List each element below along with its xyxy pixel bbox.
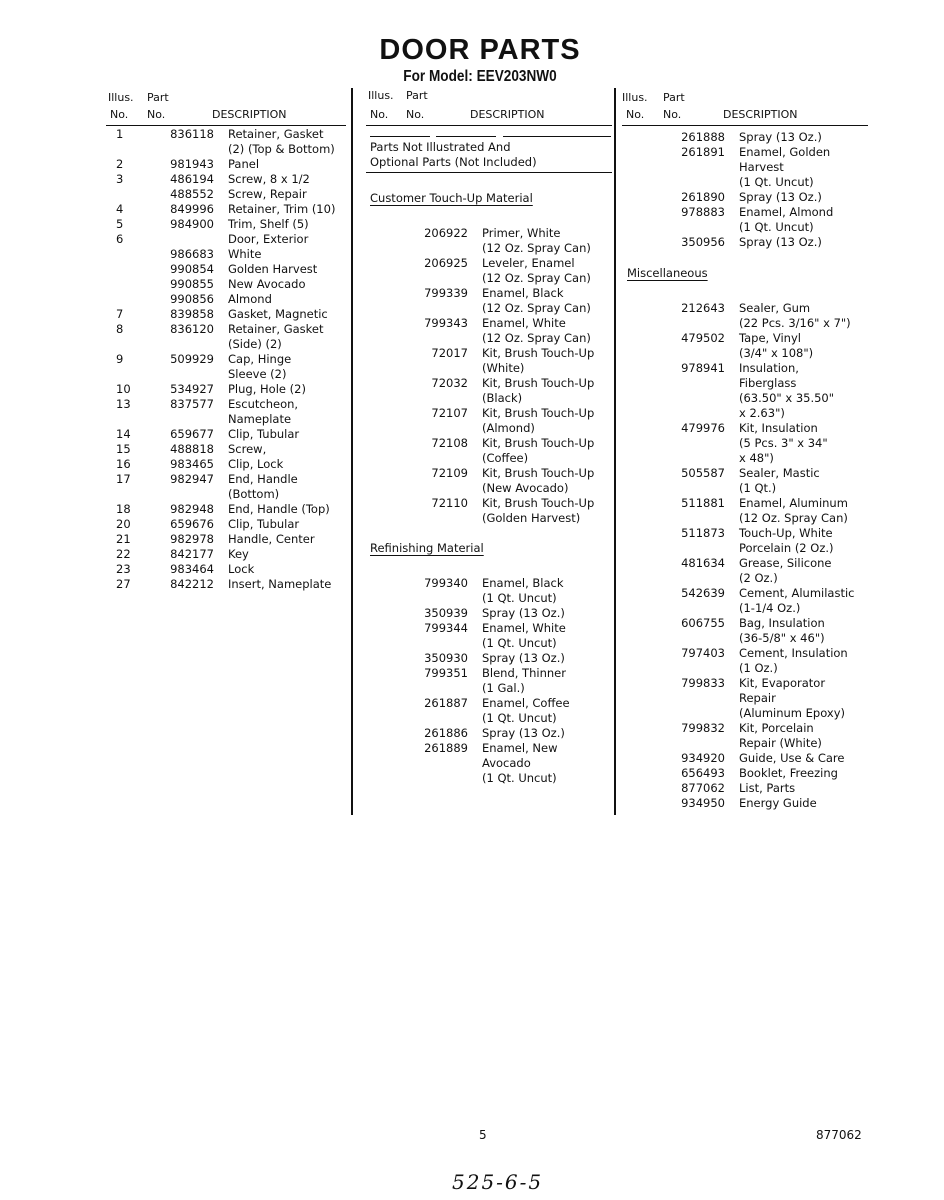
table-row xyxy=(116,232,335,247)
table-row xyxy=(400,466,594,496)
table-row xyxy=(400,606,570,621)
table-row xyxy=(657,421,855,466)
part-number: 606755 xyxy=(681,616,725,630)
part-description: Kit, Porcelain Repair (White) xyxy=(739,721,822,750)
part-number: 261886 xyxy=(424,726,468,740)
table-row xyxy=(116,427,335,442)
page-number: 5 xyxy=(479,1128,487,1142)
table-row xyxy=(400,496,594,526)
illus-number: 16 xyxy=(116,457,131,471)
part-description: End, Handle (Top) xyxy=(228,502,330,516)
table-row xyxy=(116,352,335,382)
part-description: Gasket, Magnetic xyxy=(228,307,328,321)
part-description: Enamel, Coffee (1 Qt. Uncut) xyxy=(482,696,570,725)
part-number: 511881 xyxy=(681,496,725,510)
table-row xyxy=(657,496,855,526)
part-number: 505587 xyxy=(681,466,725,480)
part-number: 656493 xyxy=(681,766,725,780)
refinishing-list-cont xyxy=(657,130,833,250)
table-row xyxy=(657,235,833,250)
part-number: 797403 xyxy=(681,646,725,660)
part-number: 261889 xyxy=(424,741,468,755)
part-number: 799339 xyxy=(424,286,468,300)
table-row xyxy=(657,130,833,145)
part-description: Kit, Brush Touch-Up (New Avocado) xyxy=(482,466,595,495)
handwritten-note: 525-6-5 xyxy=(452,1170,544,1194)
part-number: 982947 xyxy=(170,472,214,486)
header-part-no: No. xyxy=(147,108,166,121)
table-row xyxy=(657,361,855,421)
section-refinishing: Refinishing Material xyxy=(370,541,484,555)
table-row xyxy=(116,322,335,352)
header-part: Part xyxy=(663,91,685,104)
part-number: 261891 xyxy=(681,145,725,159)
part-number: 488818 xyxy=(170,442,214,456)
header-part: Part xyxy=(147,91,169,104)
header-description: DESCRIPTION xyxy=(212,108,287,121)
table-row xyxy=(116,277,335,292)
table-row xyxy=(116,202,335,217)
part-description: End, Handle (Bottom) xyxy=(228,472,298,501)
table-row xyxy=(116,517,335,532)
part-description: Kit, Evaporator Repair (Aluminum Epoxy) xyxy=(739,676,846,720)
part-number: 984900 xyxy=(170,217,214,231)
table-row xyxy=(657,556,855,586)
part-number: 982948 xyxy=(170,502,214,516)
table-row xyxy=(657,616,855,646)
part-description: Screw, xyxy=(228,442,267,456)
part-description: Clip, Tubular xyxy=(228,517,300,531)
table-row xyxy=(400,376,594,406)
part-description: Lock xyxy=(228,562,255,576)
part-description: White xyxy=(228,247,262,261)
table-row xyxy=(116,397,335,427)
table-row xyxy=(400,346,594,376)
table-row xyxy=(657,796,855,811)
parts-list-col1 xyxy=(116,127,335,592)
illus-number: 7 xyxy=(116,307,124,321)
divider-rule xyxy=(503,136,611,137)
part-number: 934950 xyxy=(681,796,725,810)
table-row xyxy=(116,577,335,592)
part-number: 72032 xyxy=(431,376,468,390)
illus-number: 10 xyxy=(116,382,131,396)
part-description: Primer, White (12 Oz. Spray Can) xyxy=(482,226,591,255)
part-number: 934920 xyxy=(681,751,725,765)
column-divider xyxy=(351,88,353,815)
table-row xyxy=(400,316,594,346)
part-description: Enamel, Black (1 Qt. Uncut) xyxy=(482,576,564,605)
table-row xyxy=(400,436,594,466)
illus-number xyxy=(116,247,166,262)
part-number: 849996 xyxy=(170,202,214,216)
part-description: Sealer, Gum (22 Pcs. 3/16" x 7") xyxy=(739,301,851,330)
section-customer-touchup: Customer Touch-Up Material xyxy=(370,191,533,205)
part-number: 261888 xyxy=(681,130,725,144)
part-description: Spray (13 Oz.) xyxy=(482,651,565,665)
part-number: 799343 xyxy=(424,316,468,330)
part-description: Kit, Brush Touch-Up (Black) xyxy=(482,376,595,405)
part-description: Clip, Lock xyxy=(228,457,284,471)
illus-number: 22 xyxy=(116,547,131,561)
table-row xyxy=(116,502,335,517)
miscellaneous-list xyxy=(657,301,855,811)
part-description: Leveler, Enamel (12 Oz. Spray Can) xyxy=(482,256,591,285)
part-number: 659676 xyxy=(170,517,214,531)
part-description: Spray (13 Oz.) xyxy=(482,726,565,740)
document-number: 877062 xyxy=(816,1128,862,1142)
part-description: Enamel, Aluminum (12 Oz. Spray Can) xyxy=(739,496,848,525)
customer-touchup-list xyxy=(400,226,594,526)
table-row xyxy=(116,292,335,307)
part-number: 534927 xyxy=(170,382,214,396)
table-row xyxy=(657,766,855,781)
part-description: Blend, Thinner (1 Gal.) xyxy=(482,666,566,695)
part-description: Kit, Brush Touch-Up (Golden Harvest) xyxy=(482,496,595,525)
illus-number: 4 xyxy=(116,202,124,216)
table-row xyxy=(400,621,570,651)
header-part-no: No. xyxy=(406,108,425,121)
table-row xyxy=(657,751,855,766)
part-number: 486194 xyxy=(170,172,214,186)
table-row xyxy=(657,466,855,496)
table-row xyxy=(116,217,335,232)
header-rule xyxy=(366,125,612,126)
part-number: 72109 xyxy=(431,466,468,480)
table-row xyxy=(400,256,594,286)
table-row xyxy=(400,696,570,726)
part-description: Trim, Shelf (5) xyxy=(228,217,309,231)
table-row xyxy=(657,721,855,751)
table-row xyxy=(400,226,594,256)
part-description: Touch-Up, White Porcelain (2 Oz.) xyxy=(739,526,834,555)
part-number: 842212 xyxy=(170,577,214,591)
part-number: 542639 xyxy=(681,586,725,600)
part-number: 978941 xyxy=(681,361,725,375)
table-row xyxy=(400,576,570,606)
note-line: Parts Not Illustrated And xyxy=(370,140,511,154)
part-number: 509929 xyxy=(170,352,214,366)
part-description: Handle, Center xyxy=(228,532,315,546)
page-title: DOOR PARTS xyxy=(379,34,581,66)
table-row xyxy=(116,127,335,157)
part-number: 72107 xyxy=(431,406,468,420)
part-number: 990854 xyxy=(170,262,214,276)
part-description: Panel xyxy=(228,157,260,171)
part-description: Retainer, Gasket (Side) (2) xyxy=(228,322,324,351)
column-divider xyxy=(614,88,616,815)
header-illus: Illus. xyxy=(108,91,134,104)
illus-number: 6 xyxy=(116,232,124,246)
part-number: 983464 xyxy=(170,562,214,576)
table-row xyxy=(116,442,335,457)
part-number: 986683 xyxy=(170,247,214,261)
header-description: DESCRIPTION xyxy=(470,108,545,121)
table-row xyxy=(116,562,335,577)
table-row xyxy=(400,741,570,786)
table-row xyxy=(657,586,855,616)
part-number: 479502 xyxy=(681,331,725,345)
header-rule xyxy=(622,125,868,126)
table-row xyxy=(657,646,855,676)
section-miscellaneous: Miscellaneous xyxy=(627,266,708,280)
part-number: 72108 xyxy=(431,436,468,450)
model-subtitle: For Model: EEV203NW0 xyxy=(403,68,557,85)
part-number: 799351 xyxy=(424,666,468,680)
part-number: 261890 xyxy=(681,190,725,204)
part-number: 350930 xyxy=(424,651,468,665)
part-description: Retainer, Gasket (2) (Top & Bottom) xyxy=(228,127,335,156)
header-description: DESCRIPTION xyxy=(723,108,798,121)
header-rule xyxy=(106,125,346,126)
header-illus-no: No. xyxy=(370,108,389,121)
note-line: Optional Parts (Not Included) xyxy=(370,155,537,169)
table-row xyxy=(116,187,335,202)
table-row xyxy=(116,532,335,547)
table-row xyxy=(657,205,833,235)
part-number: 72110 xyxy=(431,496,468,510)
note-rule xyxy=(366,172,612,173)
part-description: Enamel, Black (12 Oz. Spray Can) xyxy=(482,286,591,315)
part-number: 837577 xyxy=(170,397,214,411)
part-number: 990855 xyxy=(170,277,214,291)
illus-number: 2 xyxy=(116,157,124,171)
part-description: Plug, Hole (2) xyxy=(228,382,306,396)
header-illus: Illus. xyxy=(368,89,394,102)
part-description: Kit, Brush Touch-Up (Almond) xyxy=(482,406,595,435)
illus-number xyxy=(116,277,166,292)
illus-number: 14 xyxy=(116,427,131,441)
part-description: Almond xyxy=(228,292,272,306)
part-number: 479976 xyxy=(681,421,725,435)
part-description: Escutcheon, Nameplate xyxy=(228,397,299,426)
header-illus: Illus. xyxy=(622,91,648,104)
part-description: Bag, Insulation (36-5/8" x 46") xyxy=(739,616,825,645)
part-description: Spray (13 Oz.) xyxy=(739,130,822,144)
part-number xyxy=(166,232,214,247)
illus-number: 9 xyxy=(116,352,124,366)
table-row xyxy=(400,406,594,436)
part-number: 978883 xyxy=(681,205,725,219)
table-row xyxy=(116,247,335,262)
part-description: Enamel, Golden Harvest (1 Qt. Uncut) xyxy=(739,145,831,189)
illus-number: 1 xyxy=(116,127,124,141)
part-number: 877062 xyxy=(681,781,725,795)
divider-rule xyxy=(370,136,430,137)
table-row xyxy=(116,457,335,472)
part-description: Grease, Silicone (2 Oz.) xyxy=(739,556,832,585)
part-description: Clip, Tubular xyxy=(228,427,300,441)
part-description: Tape, Vinyl (3/4" x 108") xyxy=(739,331,814,360)
part-description: Enamel, Almond (1 Qt. Uncut) xyxy=(739,205,834,234)
table-row xyxy=(657,781,855,796)
part-description: Energy Guide xyxy=(739,796,817,810)
part-number: 990856 xyxy=(170,292,214,306)
part-number: 982978 xyxy=(170,532,214,546)
header-illus-no: No. xyxy=(110,108,129,121)
illus-number: 5 xyxy=(116,217,124,231)
part-number: 206922 xyxy=(424,226,468,240)
part-description: Enamel, New Avocado (1 Qt. Uncut) xyxy=(482,741,558,785)
table-row xyxy=(657,676,855,721)
part-description: Sealer, Mastic (1 Qt.) xyxy=(739,466,820,495)
part-description: Golden Harvest xyxy=(228,262,318,276)
part-number: 659677 xyxy=(170,427,214,441)
part-number: 799340 xyxy=(424,576,468,590)
part-description: Key xyxy=(228,547,249,561)
part-description: Cement, Alumilastic (1-1/4 Oz.) xyxy=(739,586,855,615)
divider-rule xyxy=(436,136,496,137)
part-number: 212643 xyxy=(681,301,725,315)
part-number: 839858 xyxy=(170,307,214,321)
table-row xyxy=(116,262,335,277)
part-description: Screw, Repair xyxy=(228,187,307,201)
illus-number: 13 xyxy=(116,397,131,411)
table-row xyxy=(657,301,855,331)
illus-number: 20 xyxy=(116,517,131,531)
part-description: Kit, Brush Touch-Up (Coffee) xyxy=(482,436,595,465)
part-description: Screw, 8 x 1/2 xyxy=(228,172,310,186)
part-number: 981943 xyxy=(170,157,214,171)
part-description: Spray (13 Oz.) xyxy=(482,606,565,620)
illus-number xyxy=(116,187,166,202)
part-description: Enamel, White (1 Qt. Uncut) xyxy=(482,621,566,650)
part-description: New Avocado xyxy=(228,277,306,291)
table-row xyxy=(116,157,335,172)
header-illus-no: No. xyxy=(626,108,645,121)
part-description: Guide, Use & Care xyxy=(739,751,845,765)
part-description: Cap, Hinge Sleeve (2) xyxy=(228,352,292,381)
part-number: 511873 xyxy=(681,526,725,540)
header-part-no: No. xyxy=(663,108,682,121)
part-description: List, Parts xyxy=(739,781,796,795)
part-number: 481634 xyxy=(681,556,725,570)
illus-number: 15 xyxy=(116,442,131,456)
table-row xyxy=(657,331,855,361)
part-number: 836120 xyxy=(170,322,214,336)
illus-number: 27 xyxy=(116,577,131,591)
illus-number: 8 xyxy=(116,322,124,336)
illus-number xyxy=(116,292,166,307)
part-number: 72017 xyxy=(431,346,468,360)
part-number: 206925 xyxy=(424,256,468,270)
part-description: Insulation, Fiberglass (63.50" x 35.50" x 2.63") xyxy=(739,361,835,420)
part-description: Kit, Insulation (5 Pcs. 3" x 34" x 48") xyxy=(739,421,828,465)
refinishing-list xyxy=(400,576,570,786)
illus-number: 23 xyxy=(116,562,131,576)
table-row xyxy=(657,190,833,205)
illus-number: 17 xyxy=(116,472,131,486)
illus-number: 18 xyxy=(116,502,131,516)
table-row xyxy=(657,526,855,556)
table-row xyxy=(400,666,570,696)
illus-number xyxy=(116,262,166,277)
part-description: Spray (13 Oz.) xyxy=(739,235,822,249)
header-part: Part xyxy=(406,89,428,102)
part-number: 799833 xyxy=(681,676,725,690)
part-description: Door, Exterior xyxy=(228,232,309,246)
table-row xyxy=(116,547,335,562)
table-row xyxy=(116,472,335,502)
part-number: 350939 xyxy=(424,606,468,620)
table-row xyxy=(400,651,570,666)
part-number: 261887 xyxy=(424,696,468,710)
part-number: 488552 xyxy=(170,187,214,201)
part-number: 350956 xyxy=(681,235,725,249)
part-number: 799344 xyxy=(424,621,468,635)
part-description: Booklet, Freezing xyxy=(739,766,838,780)
part-description: Kit, Brush Touch-Up (White) xyxy=(482,346,595,375)
illus-number: 3 xyxy=(116,172,124,186)
not-illustrated-note xyxy=(370,140,537,170)
part-description: Cement, Insulation (1 Oz.) xyxy=(739,646,848,675)
part-description: Enamel, White (12 Oz. Spray Can) xyxy=(482,316,591,345)
part-number: 799832 xyxy=(681,721,725,735)
illus-number: 21 xyxy=(116,532,131,546)
table-row xyxy=(657,145,833,190)
table-row xyxy=(116,172,335,187)
part-number: 836118 xyxy=(170,127,214,141)
table-row xyxy=(116,307,335,322)
table-row xyxy=(400,286,594,316)
table-row xyxy=(400,726,570,741)
part-number: 842177 xyxy=(170,547,214,561)
part-description: Insert, Nameplate xyxy=(228,577,332,591)
part-description: Retainer, Trim (10) xyxy=(228,202,336,216)
table-row xyxy=(116,382,335,397)
part-description: Spray (13 Oz.) xyxy=(739,190,822,204)
part-number: 983465 xyxy=(170,457,214,471)
